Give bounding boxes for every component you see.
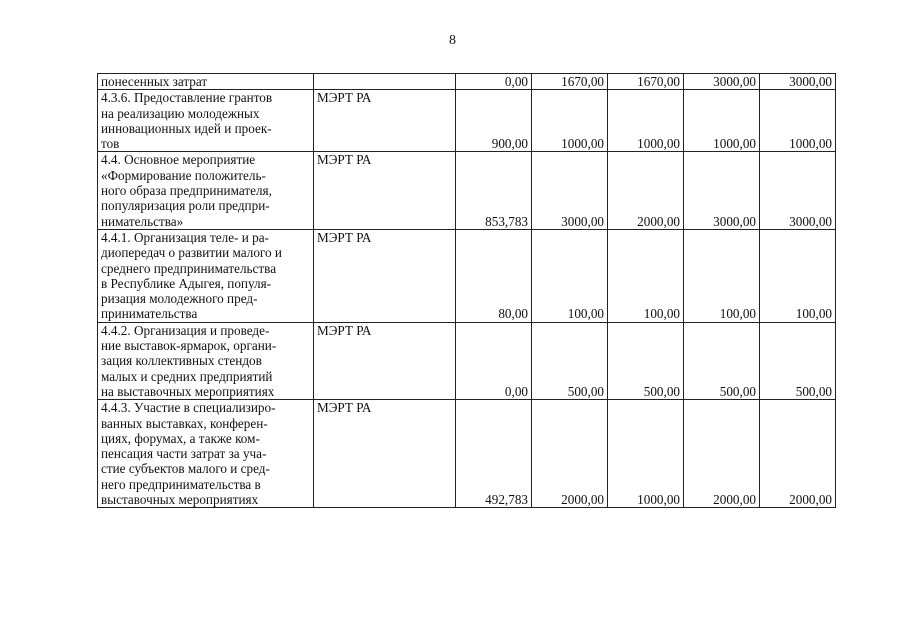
value-cell: 0,00 [456,322,532,399]
value-cell: 100,00 [608,229,684,322]
value-cell: 2000,00 [760,400,836,508]
table-row [98,74,836,90]
value-cell: 2000,00 [532,400,608,508]
activity-name-cell: 4.4. Основное мероприятие «Формирование положитель- ного образа предпринимателя, популяризация роли предпри- нимательства» [98,152,314,229]
value-cell: 100,00 [684,229,760,322]
value-cell: 500,00 [684,322,760,399]
value-cell: 3000,00 [684,152,760,229]
value-cell: 0,00 [456,74,532,90]
activity-name-cell: 4.4.3. Участие в специализиро- ванных выставках, конферен- циях, форумах, а также ком- пенсация части затрат за уча- стие субъектов малого и сред- него предпринимательства в выставочных мероприятиях [98,400,314,508]
table-row [98,400,836,508]
activity-name-cell: 4.4.1. Организация теле- и ра- диопередач о развитии малого и среднего предпринимательства в Республике Адыгея, популя- ризация молодежного пред- принимательства [98,229,314,322]
table-row [98,90,836,152]
value-cell: 1000,00 [684,90,760,152]
value-cell: 492,783 [456,400,532,508]
value-cell: 853,783 [456,152,532,229]
value-cell: 1000,00 [608,400,684,508]
value-cell: 500,00 [532,322,608,399]
value-cell: 1000,00 [608,90,684,152]
table-row [98,322,836,399]
value-cell: 1670,00 [532,74,608,90]
table-row [98,229,836,322]
value-cell: 100,00 [532,229,608,322]
executor-cell: МЭРТ РА [314,400,456,508]
executor-cell [314,74,456,90]
value-cell: 1000,00 [532,90,608,152]
value-cell: 3000,00 [760,152,836,229]
value-cell: 80,00 [456,229,532,322]
value-cell: 2000,00 [684,400,760,508]
table-row [98,152,836,229]
value-cell: 1000,00 [760,90,836,152]
activity-name-cell: 4.4.2. Организация и проведе- ние выставок-ярмарок, органи- зация коллективных стендов малых и средних предприятий на выставочных мероприятиях [98,322,314,399]
executor-cell: МЭРТ РА [314,90,456,152]
value-cell: 3000,00 [760,74,836,90]
activity-name-cell: понесенных затрат [98,74,314,90]
executor-cell: МЭРТ РА [314,152,456,229]
value-cell: 100,00 [760,229,836,322]
value-cell: 500,00 [760,322,836,399]
executor-cell: МЭРТ РА [314,322,456,399]
value-cell: 2000,00 [608,152,684,229]
value-cell: 3000,00 [684,74,760,90]
value-cell: 900,00 [456,90,532,152]
value-cell: 3000,00 [532,152,608,229]
budget-table [97,73,836,508]
value-cell: 500,00 [608,322,684,399]
page-number: 8 [449,33,456,48]
activity-name-cell: 4.3.6. Предоставление грантов на реализацию молодежных инновационных идей и проек- тов [98,90,314,152]
value-cell: 1670,00 [608,74,684,90]
executor-cell: МЭРТ РА [314,229,456,322]
